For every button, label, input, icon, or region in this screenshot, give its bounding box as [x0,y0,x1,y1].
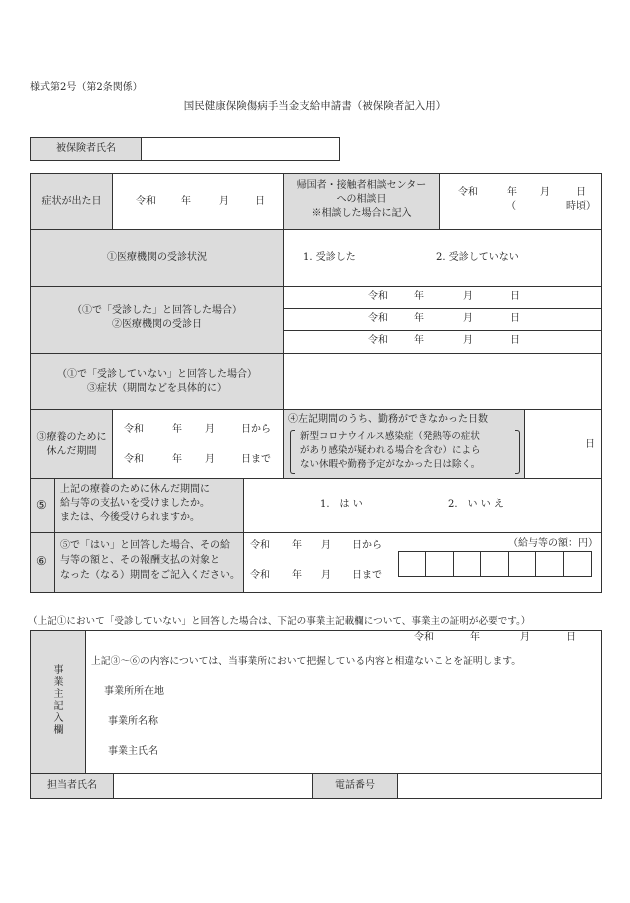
rule-line [243,532,244,593]
rule-line [290,430,295,474]
form-text: 令和 [368,291,388,302]
form-text: 与等の額と、その報酬支払の対象と [60,555,220,566]
employer-address-label: 事業所所在地 [104,686,164,697]
form-text: 年 [414,335,424,346]
employer-label: 事業主記入欄 [51,664,62,736]
form-text: 年 [507,187,517,198]
form-text: なった（なる）期間をご記入ください。 [60,570,240,581]
form-text: 担当者氏名 [47,780,97,791]
insured-name-label: 被保険者氏名 [56,143,116,154]
form-text: （①で「受診した」と回答した場合） [72,305,242,316]
rule-line [54,532,55,593]
form-text: 月 [463,335,473,346]
form-text: （ [506,201,516,212]
rule-line [283,229,284,286]
rule-line [283,330,602,331]
employer-note: （上記①において「受診していない」と回答した場合は、下記の事業主記載欄について、事業主の証明が必要です。） [28,616,531,627]
rule-line [85,630,86,773]
form-text: 年 [470,632,480,643]
form-text: ⑤で「はい」と回答した場合、その給 [60,540,230,551]
rule-line [112,409,113,478]
form-text: 時頃） [566,201,596,212]
rule-line [54,478,55,532]
form-text: （①で「受診していない」と回答した場合） [57,369,257,380]
form-text: 月 [520,632,530,643]
form-text: 令和 [124,424,144,435]
q4-label-cell [31,410,112,478]
form-text: 日 [566,632,576,643]
form-text: 月 [463,313,473,324]
form-text: 日 [510,335,520,346]
form-text: ②医療機関の受診日 [112,319,202,330]
form-text: 帰国者・接触者相談センター [296,180,427,191]
form-text: 月 [205,454,215,465]
symptom-date-label: 症状が出た日 [41,196,102,207]
rule-line [453,551,454,577]
rule-line [535,551,536,577]
form-text: 日 [585,439,595,450]
form-text: 年 [292,570,302,581]
form-text: 電話番号 [335,780,375,791]
q1-label: ①医療機関の受診状況 [107,252,207,263]
form-text: ③症状（期間などを具体的に） [87,383,227,394]
rule-line [243,478,244,532]
employer-name-label: 事業所名称 [108,716,158,727]
form-text: 令和 [414,632,434,643]
form-text: ③療養のために [36,432,107,443]
form-title: 国民健康保険傷病手当金支給申請書（被保険者記入用） [183,100,447,112]
employer-address-field[interactable] [180,680,590,702]
employer-name-field[interactable] [180,710,590,732]
q1-option-no[interactable]: 2. 受診していない [436,252,519,263]
form-text: 令和 [368,335,388,346]
form-text: 日から [352,540,382,551]
form-text: 日 [576,187,586,198]
rule-line [508,551,509,577]
insured-name-field[interactable] [141,137,340,161]
form-text: 令和 [124,454,144,465]
form-text: 月 [321,540,331,551]
form-text: ⑤ [36,498,47,512]
q5-option-no[interactable]: 2. い い え [448,499,504,510]
form-text: 月 [540,187,550,198]
form-text: 日 [510,313,520,324]
form-text: 令和 [368,313,388,324]
rule-line [425,551,426,577]
form-text: 上記の療養のために休んだ期間に [60,484,210,495]
form-text: 年 [172,424,182,435]
form-text: ④左記期間のうち、勤務ができなかった日数 [288,414,488,425]
form-text: 令和 [250,570,270,581]
phone-field[interactable] [398,774,601,798]
form-text: 月 [219,196,229,207]
form-text: 日まで [352,570,382,581]
employer-cert-text: 上記③～⑥の内容については、当事業所において把握している内容と相違ないことを証明します。 [91,656,522,667]
form-number: 様式第2号（第2条関係） [30,82,143,93]
rule-line [563,551,564,577]
form-text: 月 [463,291,473,302]
form-text: 月 [205,424,215,435]
form-text: 日まで [241,454,271,465]
rule-line [480,551,481,577]
q5-option-yes[interactable]: 1. は い [320,499,363,510]
form-text: 年 [172,454,182,465]
form-text: 年 [292,540,302,551]
q3-label-cell [31,354,283,409]
form-text: 令和 [136,196,156,207]
staff-name-field[interactable] [114,774,312,798]
form-text: 新型コロナウイルス感染症（発熱等の症状 [300,431,480,442]
form-text: 休んだ期間 [46,446,97,457]
q1-option-yes[interactable]: 1. 受診した [303,252,356,263]
form-text: ※相談した場合に記入 [311,208,412,219]
form-text: 給与等の支払いを受けましたか。 [60,498,210,509]
rule-line [283,286,284,353]
q3-symptom-field[interactable] [284,354,601,409]
form-text: があり感染が疑われる場合を含む）によら [300,445,481,456]
form-text: への相談日 [336,194,387,205]
form-text: 日 [255,196,265,207]
form-text: 日 [510,291,520,302]
form-text: 日から [241,424,271,435]
form-text: 年 [414,291,424,302]
rule-line [283,308,602,309]
form-text: または、今後受けられますか。 [60,512,200,523]
employer-owner-field[interactable] [180,740,590,762]
form-text: ⑥ [36,554,47,568]
form-text: 令和 [458,187,478,198]
form-text: 年 [414,313,424,324]
employer-owner-label: 事業主氏名 [108,746,158,757]
form-text: ない休暇や勤務予定がなかった日は除く。 [300,459,481,470]
form-text: （給与等の額：円） [508,538,598,549]
form-text: 月 [321,570,331,581]
form-text: 令和 [250,540,270,551]
form-text: 年 [181,196,191,207]
rule-line [515,430,520,474]
